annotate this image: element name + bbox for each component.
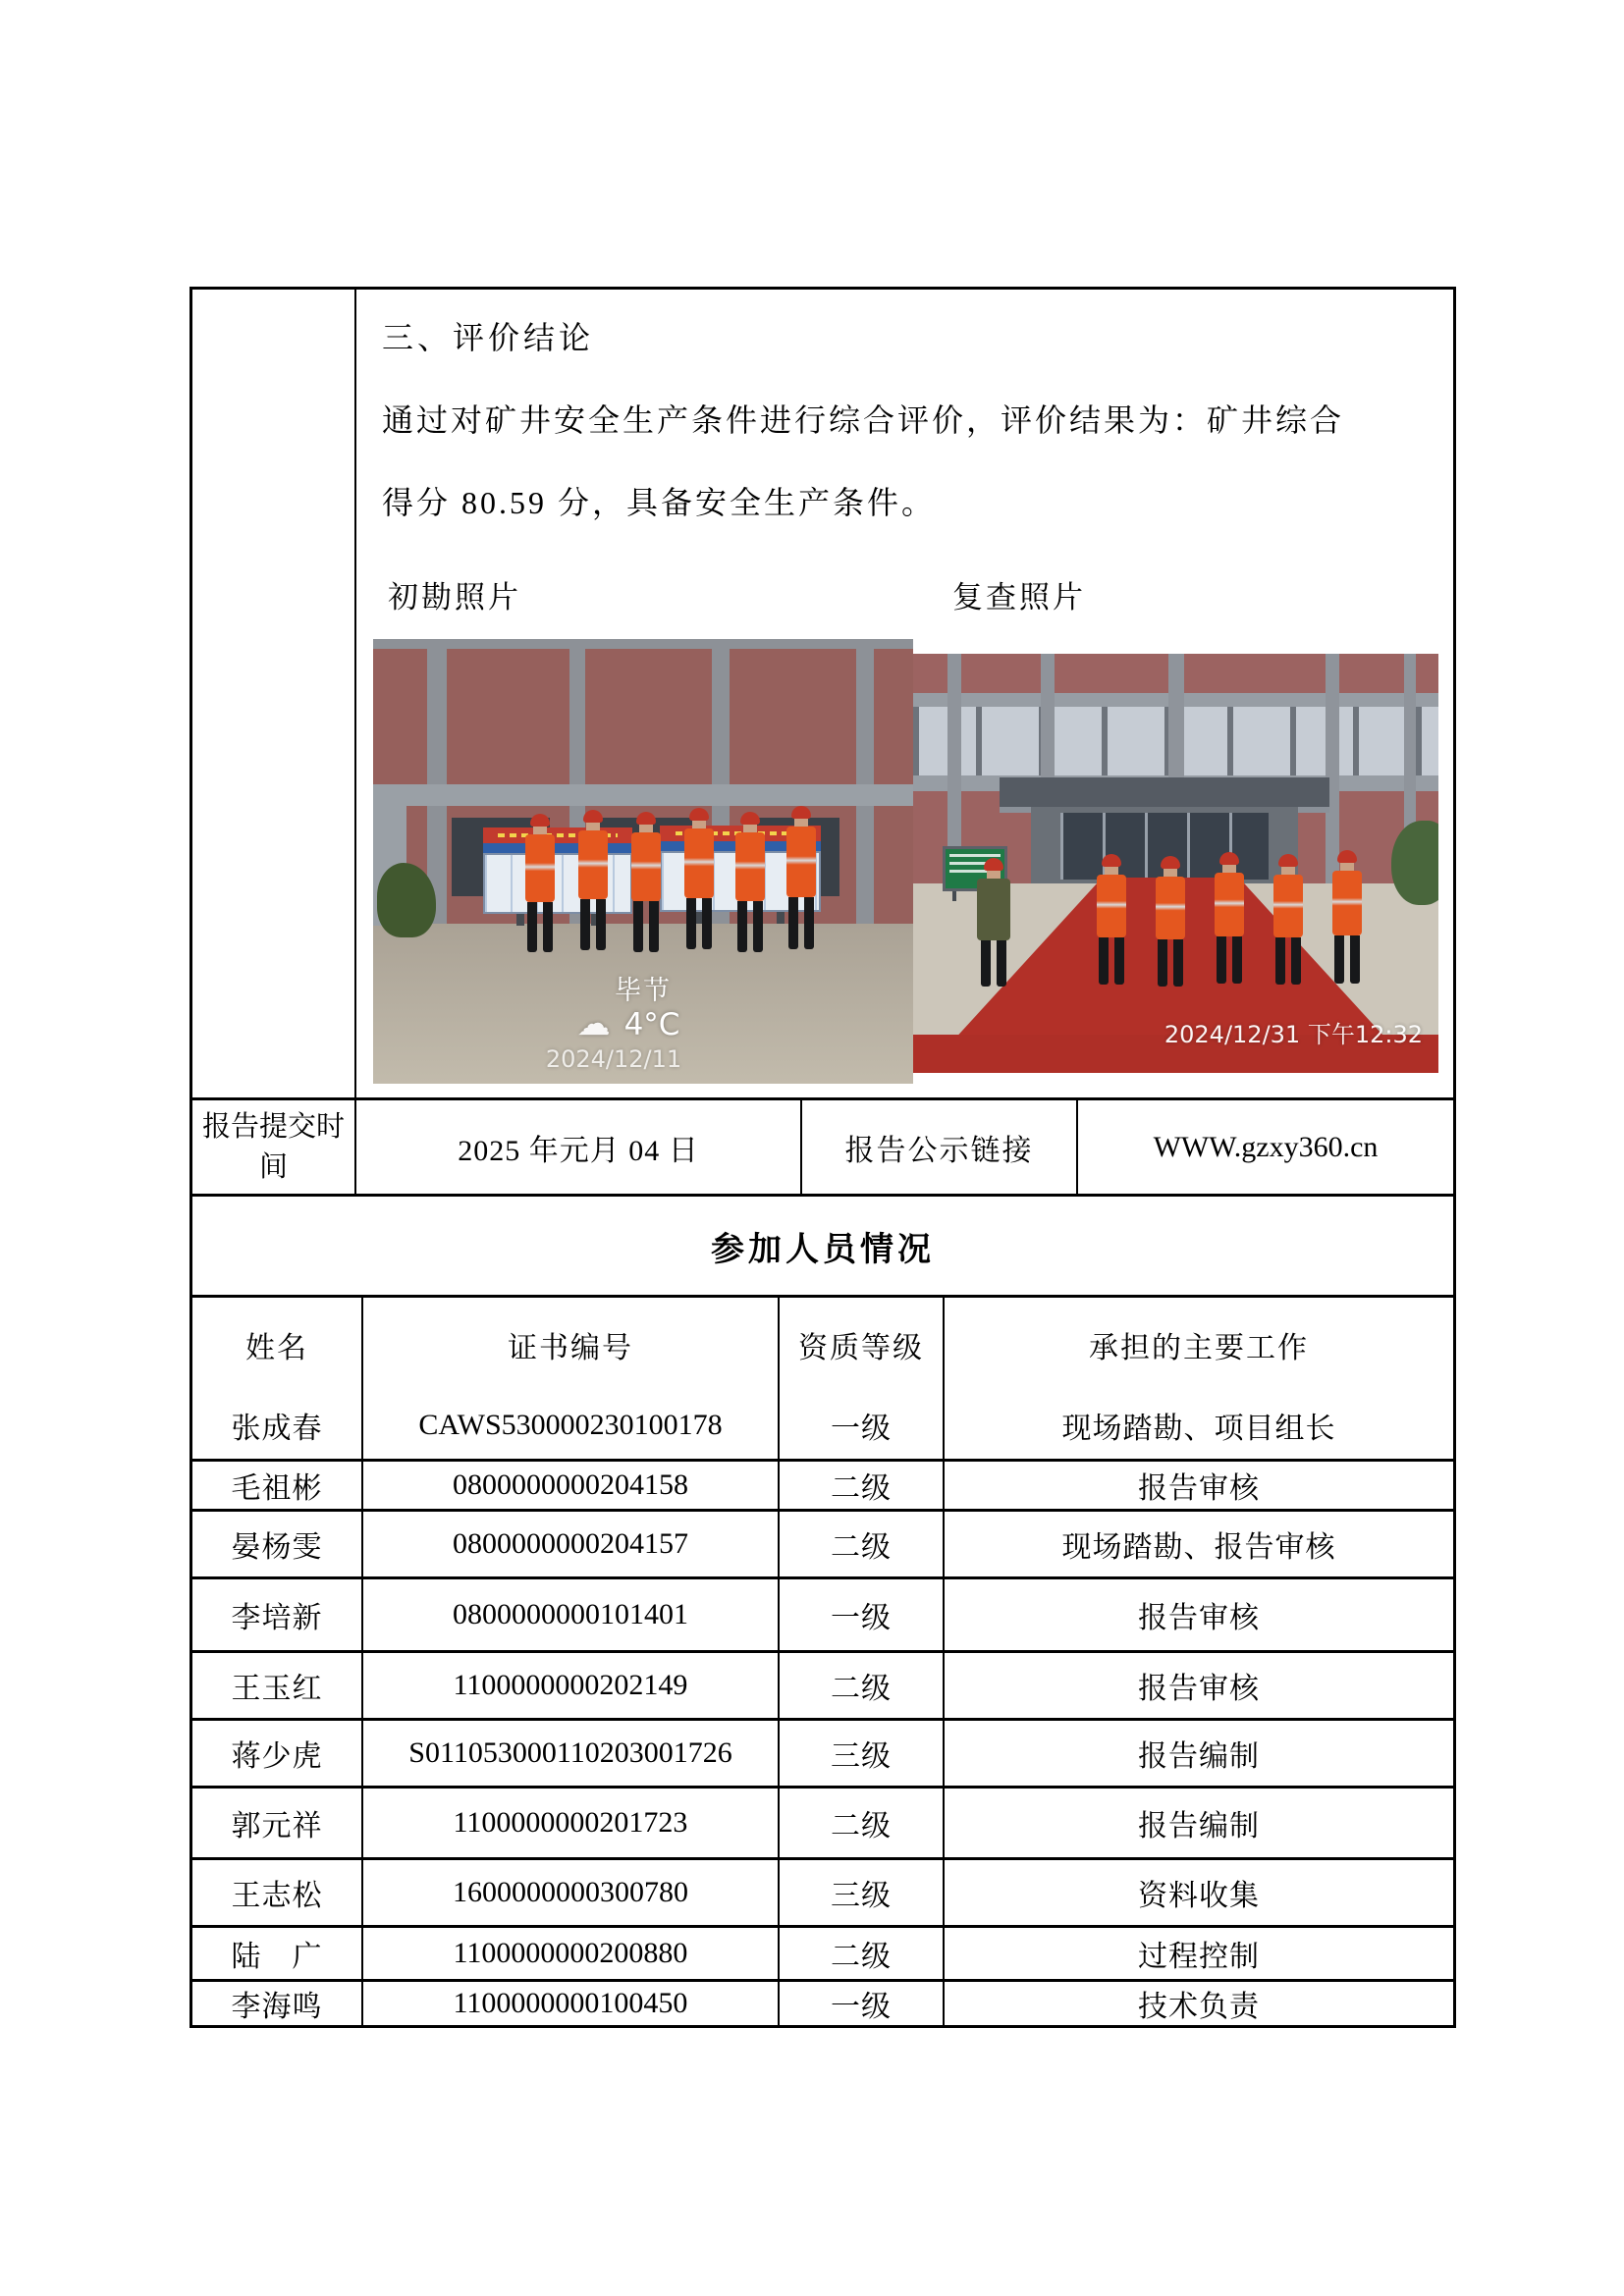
qualification-level: 一级 [778, 1982, 943, 2025]
person-figure [1327, 850, 1367, 984]
participant-name: 晏杨雯 [231, 1531, 323, 1564]
column-header-work: 承担的主要工作 [943, 1298, 1453, 1392]
initial-survey-photo-label: 初勘照片 [388, 580, 521, 614]
qualification-level: 二级 [778, 1462, 943, 1509]
qualification-level: 一级 [778, 1392, 943, 1459]
qualification-level: 二级 [778, 1653, 943, 1718]
certificate-number: 1100000000100450 [361, 1982, 778, 2025]
qualification-level: 二级 [778, 1789, 943, 1857]
participant-name: 王志松 [231, 1880, 323, 1912]
participants-rows [192, 1392, 1453, 2025]
column-header-certificate: 证书编号 [361, 1298, 778, 1392]
table-row [192, 1459, 1453, 1509]
person-figure [573, 810, 613, 950]
conclusion-text-line2: 得分 80.59 分，具备安全生产条件。 [382, 485, 937, 520]
person-figure [520, 814, 560, 952]
review-photo-label: 复查照片 [952, 580, 1086, 614]
participant-name: 蒋少虎 [231, 1740, 323, 1773]
conclusion-row [192, 290, 1453, 1097]
participant-name: 李海鸣 [231, 1991, 323, 2023]
main-work: 报告审核 [943, 1462, 1453, 1509]
conclusion-heading: 三、评价结论 [382, 320, 595, 355]
certificate-number: 0800000000204158 [361, 1462, 778, 1509]
main-work: 过程控制 [943, 1928, 1453, 1979]
certificate-number: 0800000000204157 [361, 1512, 778, 1576]
publicity-link-value: WWW.gzxy360.cn [1076, 1100, 1453, 1194]
column-header-name: 姓名 [245, 1332, 308, 1364]
certificate-number: 1600000000300780 [361, 1860, 778, 1925]
photo-city-overlay: 毕节 [615, 976, 672, 1006]
table-row [192, 1786, 1453, 1857]
main-work: 技术负责 [943, 1982, 1453, 2025]
certificate-number: 0800000000101401 [361, 1579, 778, 1650]
person-figure [731, 812, 770, 952]
participants-title: 参加人员情况 [711, 1230, 935, 1268]
participants-title-row [192, 1194, 1453, 1295]
table-row [192, 1979, 1453, 2025]
participant-name: 张成春 [231, 1413, 323, 1445]
main-work: 现场踏勘、报告审核 [943, 1512, 1453, 1576]
main-work: 资料收集 [943, 1860, 1453, 1925]
qualification-level: 三级 [778, 1860, 943, 1925]
participant-name: 陆 广 [231, 1941, 323, 1973]
person-figure [626, 812, 666, 952]
photo-temperature: 4°C [623, 1007, 680, 1042]
person-figure [782, 806, 821, 949]
cloud-icon: ☁ [576, 1004, 611, 1043]
qualification-level: 三级 [778, 1721, 943, 1786]
conclusion-label-cell [192, 290, 354, 1097]
table-row [192, 1576, 1453, 1650]
participants-header-row [192, 1295, 1453, 1392]
table-row [192, 1650, 1453, 1718]
submission-time-label: 报告提交时间 [201, 1111, 345, 1183]
bush [1391, 821, 1438, 905]
table-row [192, 1509, 1453, 1576]
person-figure [1092, 854, 1131, 985]
table-row [192, 1857, 1453, 1925]
qualification-level: 二级 [778, 1928, 943, 1979]
submission-time-value: 2025 年元月 04 日 [354, 1100, 800, 1194]
conclusion-text-line1: 通过对矿井安全生产条件进行综合评价，评价结果为：矿井综合 [382, 402, 1345, 438]
photo-timestamp-overlay: 2024/12/31 下午12:32 [1164, 1021, 1423, 1048]
main-work: 报告编制 [943, 1721, 1453, 1786]
person-figure [974, 858, 1013, 987]
certificate-number: 1100000000200880 [361, 1928, 778, 1979]
main-work: 报告编制 [943, 1789, 1453, 1857]
qualification-level: 二级 [778, 1512, 943, 1576]
participant-name: 李培新 [231, 1602, 323, 1634]
qualification-level: 一级 [778, 1579, 943, 1650]
table-row [192, 1718, 1453, 1786]
report-table [189, 287, 1456, 2028]
table-row [192, 1392, 1453, 1459]
person-figure [1269, 854, 1308, 985]
column-header-level: 资质等级 [778, 1298, 943, 1392]
photo-date-overlay: 2024/12/11 [545, 1045, 682, 1073]
review-photo [913, 654, 1438, 1073]
photo-weather-overlay [373, 1004, 884, 1043]
publicity-link-label: 报告公示链接 [800, 1100, 1076, 1194]
main-work: 报告审核 [943, 1579, 1453, 1650]
submission-row [192, 1097, 1453, 1194]
main-work: 报告审核 [943, 1653, 1453, 1718]
certificate-number: S011053000110203001726 [361, 1721, 778, 1786]
participant-name: 郭元祥 [231, 1810, 323, 1842]
table-row [192, 1925, 1453, 1979]
certificate-number: 1100000000201723 [361, 1789, 778, 1857]
participant-name: 王玉红 [231, 1673, 323, 1705]
certificate-number: 1100000000202149 [361, 1653, 778, 1718]
initial-survey-photo [373, 639, 913, 1084]
person-figure [679, 808, 719, 949]
participant-name: 毛祖彬 [231, 1472, 323, 1505]
person-figure [1151, 856, 1190, 987]
person-figure [1210, 852, 1249, 984]
conclusion-content-cell [354, 290, 1453, 1097]
main-work: 现场踏勘、项目组长 [943, 1392, 1453, 1459]
certificate-number: CAWS530000230100178 [361, 1392, 778, 1459]
